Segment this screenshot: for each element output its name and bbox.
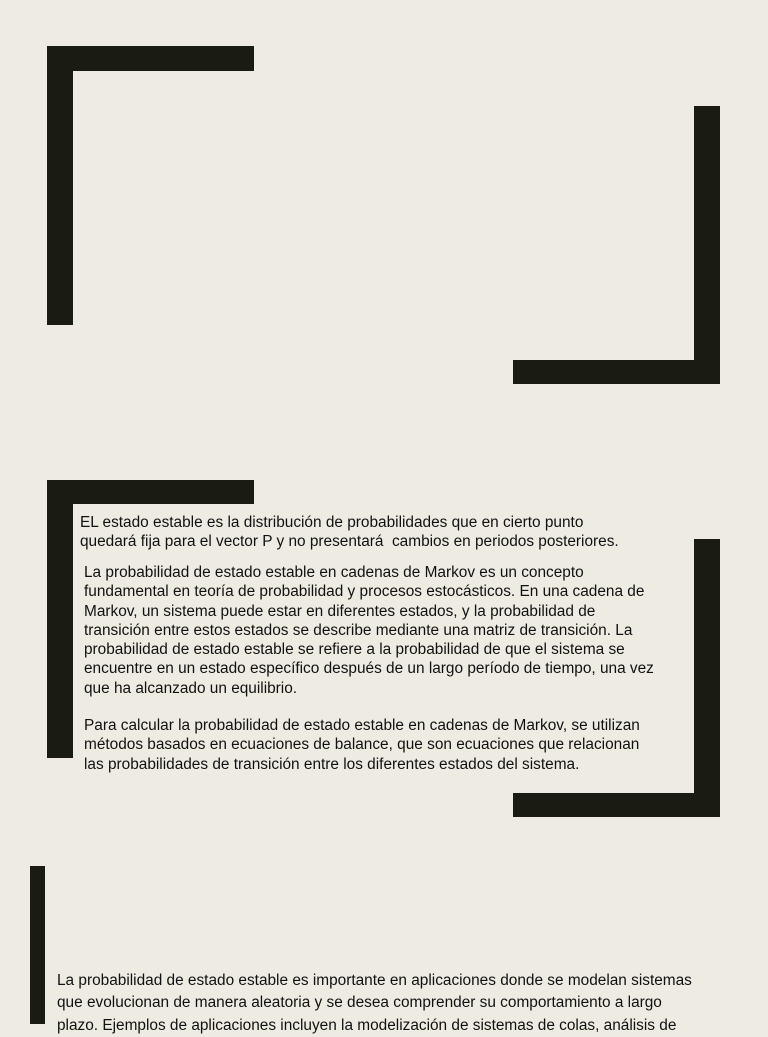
- paragraph-balance-equations: Para calcular la probabilidad de estado estable en cadenas de Markov, se utilizan métodos basados en ecuaciones de balance, que son ecuaciones que relacionan las probabilidades de transición entre los diferentes estados del sistema.: [84, 717, 640, 773]
- bracket-bottom-right-horizontal: [513, 360, 720, 384]
- bracket-top-left-horizontal: [47, 46, 254, 71]
- bracket-top-left-horizontal: [47, 480, 254, 504]
- bracket-bottom-right-vertical: [694, 539, 720, 817]
- paragraph-applications: La probabilidad de estado estable es importante en aplicaciones donde se modelan sistemas que evolucionan de manera aleatoria y se desea comprender su comportamiento a largo plazo. Ejemplos de aplicaciones incluyen la modelización de sistemas de colas, análisis de: [57, 972, 692, 1034]
- bracket-top-left-vertical: [47, 46, 73, 325]
- bracket-bottom-right-vertical: [694, 106, 720, 384]
- paragraph-markov-concept: La probabilidad de estado estable en cadenas de Markov es un concepto fundamental en teoría de probabilidad y procesos estocásticos. En una cadena de Markov, un sistema puede estar en diferentes estados, y la probabilidad de transición entre estos estados se describe mediante una matriz de transición. La probabilidad de estado estable se refiere a la probabilidad de que el sistema se encuentre en un estado específico después de un largo período de tiempo, una vez que ha alcanzado un equilibrio.: [84, 564, 654, 697]
- bracket-top-left-vertical: [47, 480, 73, 758]
- bracket-left-vertical: [30, 866, 45, 1024]
- bracket-bottom-right-horizontal: [513, 793, 720, 817]
- intro-text: EL estado estable es la distribución de probabilidades que en cierto punto quedará fija para el vector P y no presentará cambios en periodos posteriores.: [80, 514, 619, 551]
